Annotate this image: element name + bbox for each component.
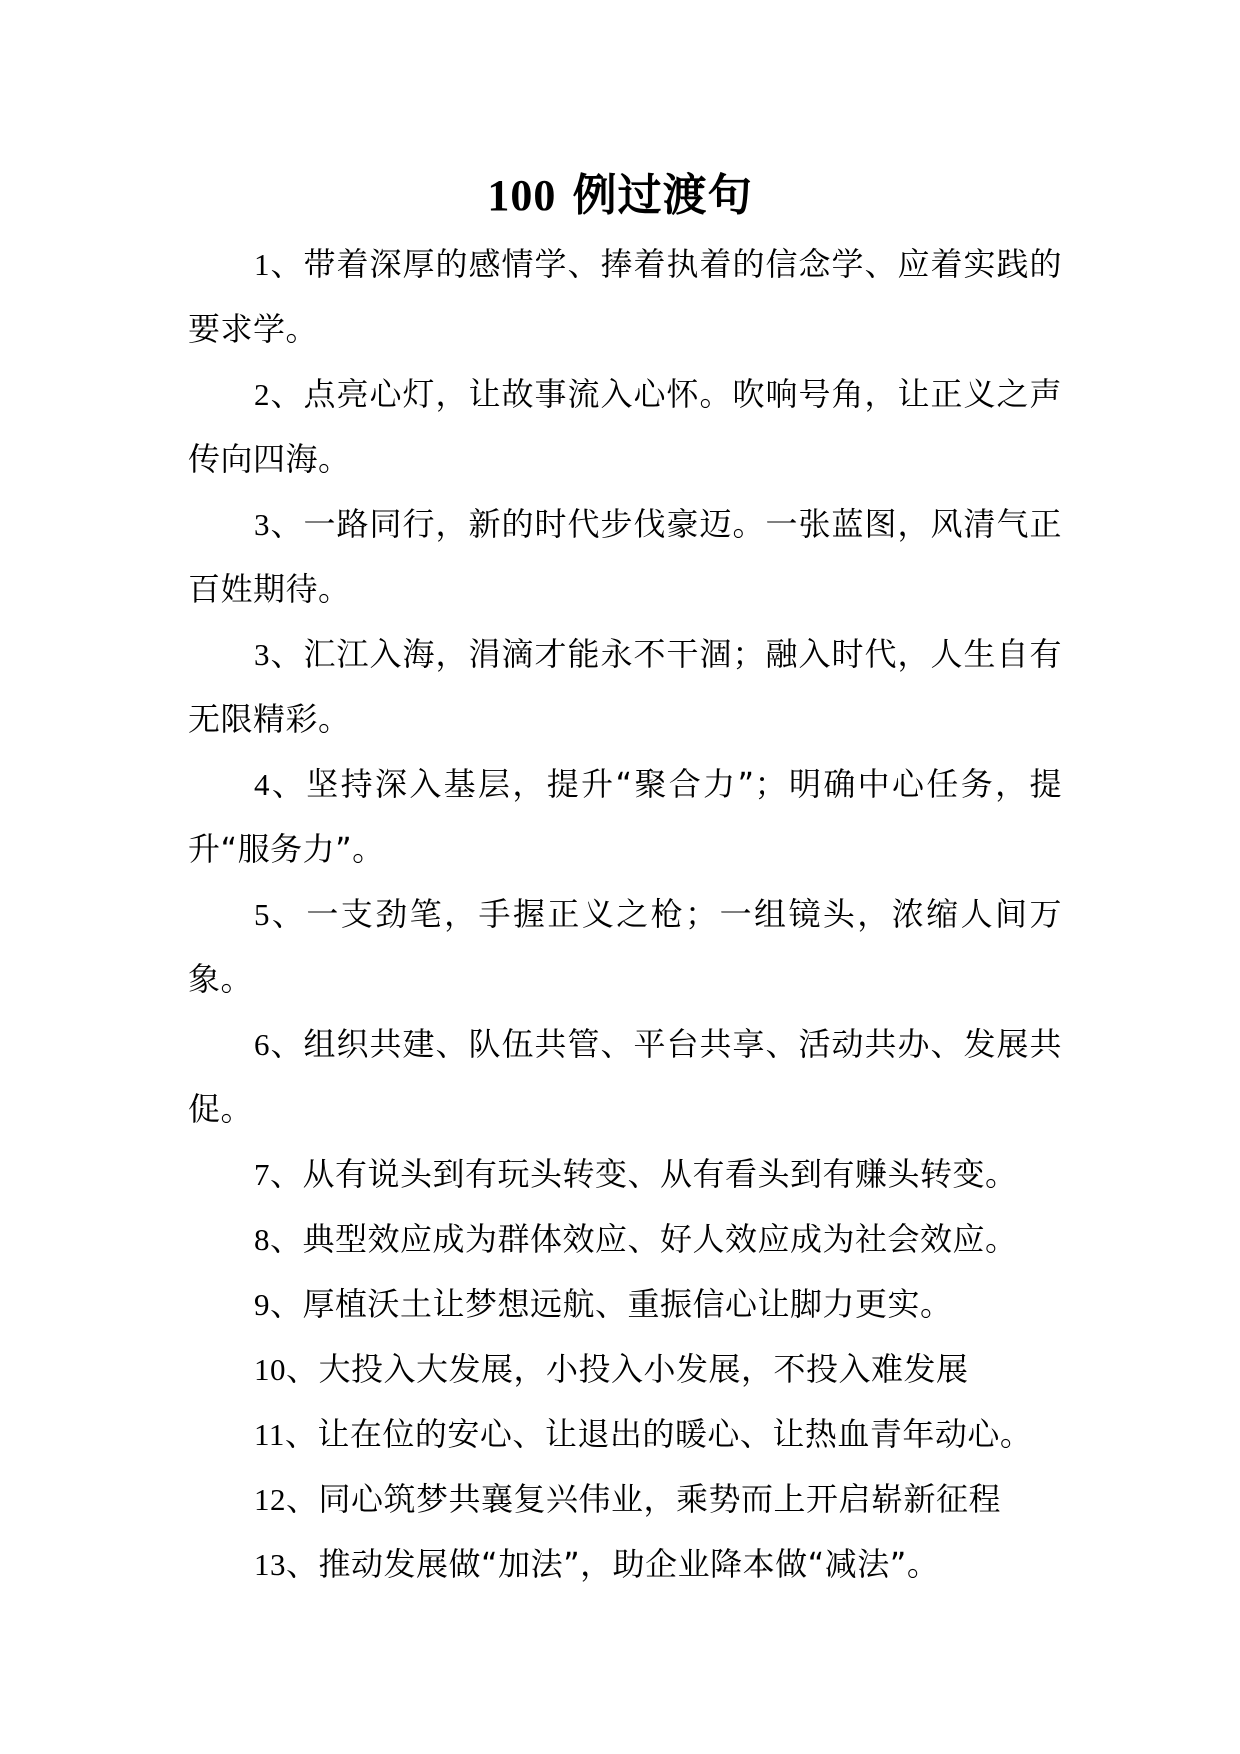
page-title	[0, 160, 1240, 232]
item-text: 大投入大发展，小投入小发展，不投入难发展	[318, 1350, 969, 1388]
item-separator: 、	[270, 505, 304, 543]
list-item	[188, 1337, 1062, 1402]
list-item	[188, 1142, 1062, 1207]
item-number: 5	[254, 897, 270, 932]
item-separator: 、	[270, 1220, 303, 1258]
list-item	[188, 362, 1062, 492]
item-text: 汇江入海，涓滴才能永不干涸；融入时代，人生自有无限精彩。	[188, 635, 1062, 738]
item-separator: 、	[286, 1480, 319, 1518]
item-text: 推动发展做“加法”，助企业降本做“减法”。	[318, 1545, 940, 1583]
list-item	[188, 882, 1062, 1012]
item-text: 典型效应成为群体效应、好人效应成为社会效应。	[302, 1220, 1018, 1258]
item-number: 11	[254, 1417, 285, 1452]
item-number: 6	[254, 1027, 270, 1062]
list-item	[188, 492, 1062, 622]
item-number: 8	[254, 1222, 270, 1257]
item-number: 10	[254, 1352, 286, 1387]
item-number: 2	[254, 377, 270, 412]
item-separator: 、	[270, 1155, 303, 1193]
list-item	[188, 1207, 1062, 1272]
list-item	[188, 1532, 1062, 1597]
item-number: 4	[254, 767, 270, 802]
item-number: 3	[254, 507, 270, 542]
item-text: 从有说头到有玩头转变、从有看头到有赚头转变。	[302, 1155, 1018, 1193]
item-text: 点亮心灯，让故事流入心怀。吹响号角，让正义之声传向四海。	[188, 375, 1062, 478]
document-body	[188, 232, 1062, 1597]
item-text: 坚持深入基层，提升“聚合力”；明确中心任务，提升“服务力”。	[188, 765, 1062, 868]
item-separator: 、	[286, 1545, 319, 1583]
title-number: 100	[487, 171, 557, 220]
item-number: 13	[254, 1547, 286, 1582]
item-text: 让在位的安心、让退出的暖心、让热血青年动心。	[317, 1415, 1033, 1453]
list-item	[188, 752, 1062, 882]
item-separator: 、	[284, 1415, 318, 1453]
item-number: 1	[254, 247, 270, 282]
item-number: 9	[254, 1287, 270, 1322]
item-separator: 、	[270, 895, 307, 933]
item-separator: 、	[270, 1285, 303, 1323]
item-separator: 、	[270, 1025, 304, 1063]
list-item	[188, 1272, 1062, 1337]
list-item	[188, 1012, 1062, 1142]
item-text: 一路同行，新的时代步伐豪迈。一张蓝图，风清气正百姓期待。	[188, 505, 1062, 608]
title-text: 例过渡句	[572, 170, 753, 221]
list-item	[188, 232, 1062, 362]
item-number: 12	[254, 1482, 286, 1517]
item-separator: 、	[286, 1350, 319, 1388]
item-number: 3	[254, 637, 270, 672]
item-number: 7	[254, 1157, 270, 1192]
item-separator: 、	[270, 375, 304, 413]
item-separator: 、	[270, 635, 304, 673]
list-item	[188, 1402, 1062, 1467]
list-item	[188, 622, 1062, 752]
item-text: 厚植沃土让梦想远航、重振信心让脚力更实。	[302, 1285, 953, 1323]
item-separator: 、	[270, 765, 307, 803]
item-text: 同心筑梦共襄复兴伟业，乘势而上开启崭新征程	[318, 1480, 1002, 1518]
item-separator: 、	[270, 245, 304, 283]
item-text: 带着深厚的感情学、捧着执着的信念学、应着实践的要求学。	[188, 245, 1062, 348]
list-item	[188, 1467, 1062, 1532]
item-text: 组织共建、队伍共管、平台共享、活动共办、发展共促。	[188, 1025, 1062, 1128]
item-text: 一支劲笔，手握正义之枪；一组镜头，浓缩人间万象。	[188, 895, 1062, 998]
